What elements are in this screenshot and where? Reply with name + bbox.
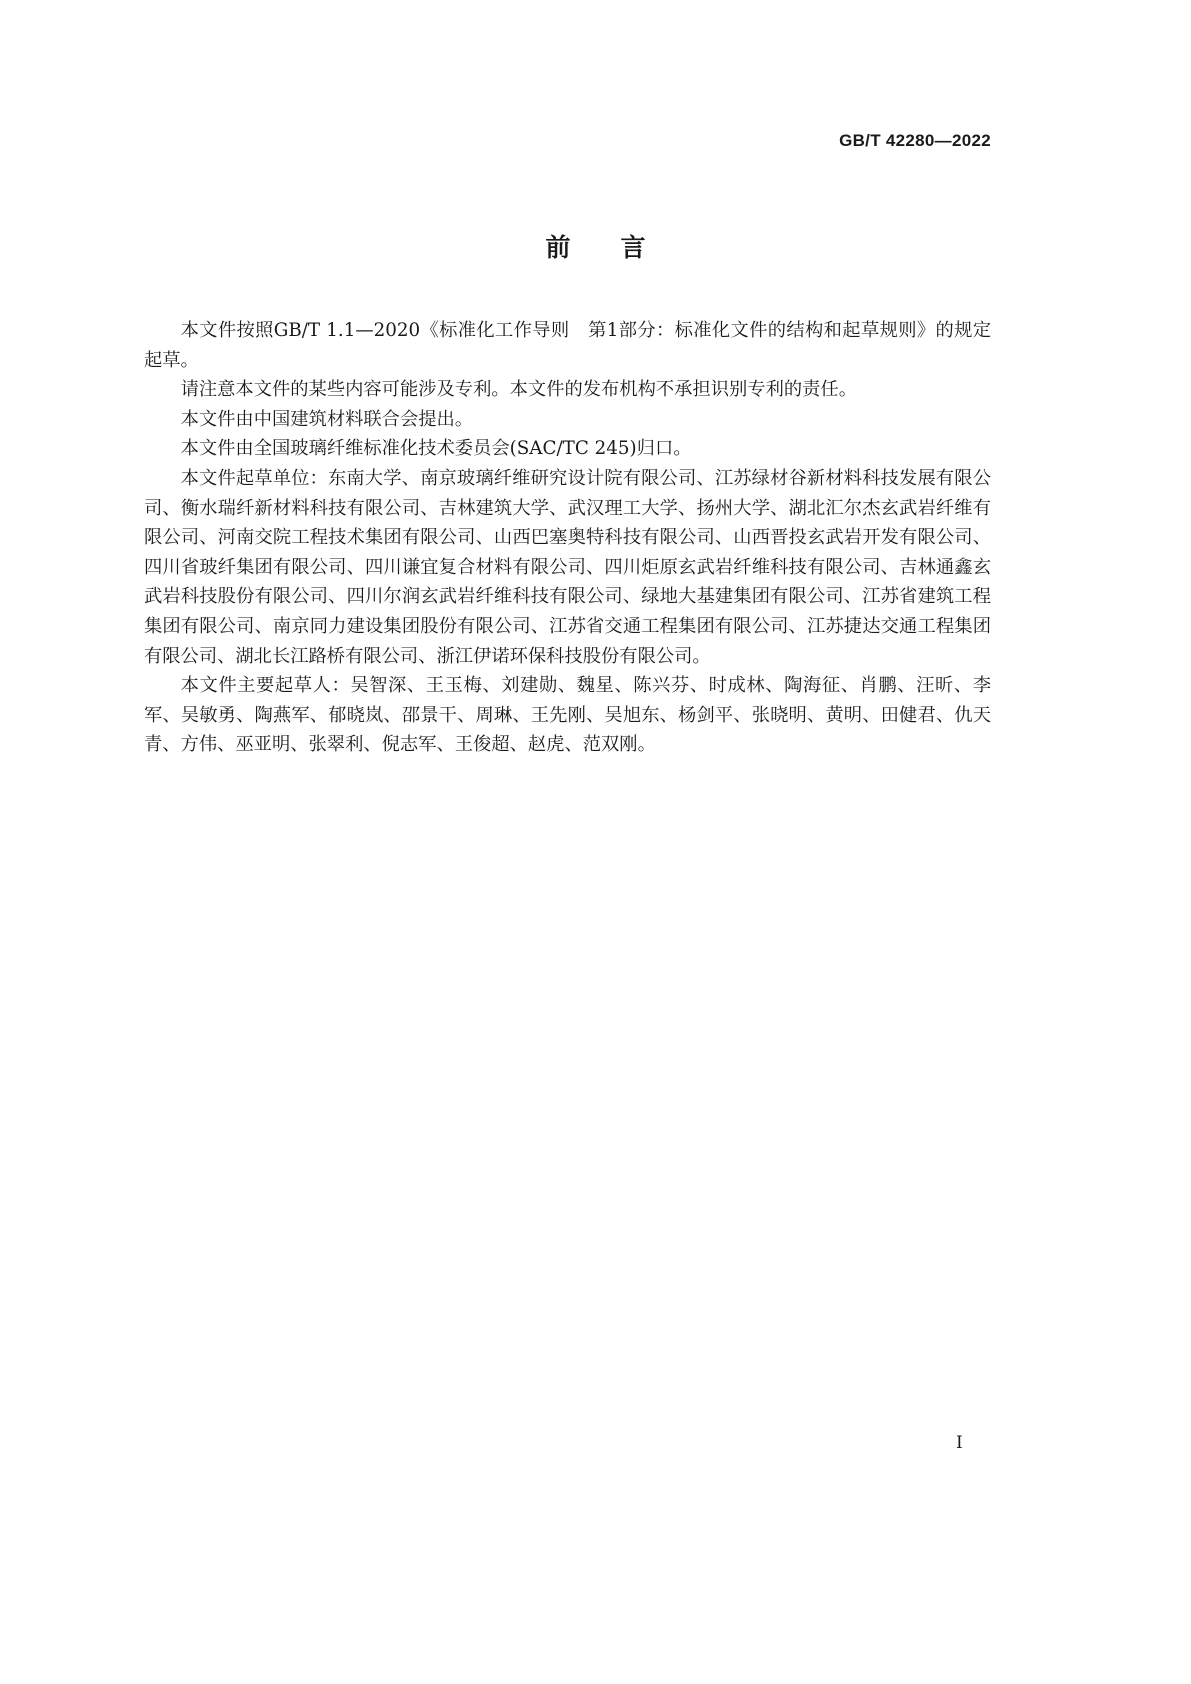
- page-number: I: [956, 1433, 963, 1453]
- paragraph-proposer: 本文件由中国建筑材料联合会提出。: [180, 408, 474, 430]
- paragraph-drafting-units: 本文件起草单位：东南大学、南京玻璃纤维研究设计院有限公司、江苏绿材谷新材料科技发展有限公司、衡水瑞纤新材料科技有限公司、吉林建筑大学、武汉理工大学、扬州大学、湖北汇尔杰玄武岩纤维有限公司、河南交院工程技术集团有限公司、山西巴塞奥特科技有限公司、山西晋投玄武岩开发有限公司、四川省玻纤集团有限公司、四川谦宜复合材料有限公司、四川炬原玄武岩纤维科技有限公司、吉林通鑫玄武岩科技股份有限公司、四川尔润玄武岩纤维科技有限公司、绿地大基建集团有限公司、江苏省建筑工程集团有限公司、南京同力建设集团股份有限公司、江苏省交通工程集团有限公司、江苏捷达交通工程集团有限公司、湖北长江路桥有限公司、浙江伊诺环保科技股份有限公司。: [144, 467, 991, 667]
- standard-code: GB/T 42280—2022: [839, 131, 991, 150]
- paragraph-drafting-rules: 本文件按照GB/T 1.1—2020《标准化工作导则 第1部分：标准化文件的结构和起草规则》的规定起草。: [144, 320, 991, 371]
- document-body: [144, 316, 991, 760]
- page-title: 前言: [545, 233, 696, 262]
- paragraph-committee: 本文件由全国玻璃纤维标准化技术委员会(SAC/TC 245)归口。: [180, 438, 692, 460]
- paragraph-drafters: 本文件主要起草人：吴智深、王玉梅、刘建勋、魏星、陈兴芬、时成林、陶海征、肖鹏、汪昕、李军、吴敏勇、陶燕军、郁晓岚、邵景干、周琳、王先刚、吴旭东、杨剑平、张晓明、黄明、田健君、仇天青、方伟、巫亚明、张翠利、倪志军、王俊超、赵虎、范双刚。: [144, 675, 991, 756]
- paragraph-patent-notice: 请注意本文件的某些内容可能涉及专利。本文件的发布机构不承担识别专利的责任。: [180, 379, 857, 401]
